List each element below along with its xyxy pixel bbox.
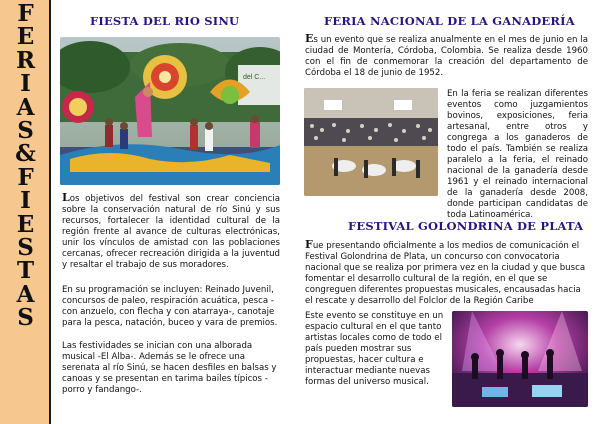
sinu-paragraph-2: En su programación se incluyen: Reinado Juvenil, concursos de paleo, respiración acuática, pesca - con anzuelo, con flecha y con atarraya-, canotaje para la pesca, natación, buceo y vara de premios. [62, 285, 278, 328]
ganaderia-paragraph-2: En la feria se realizan diferentes eventos como juzgamientos bovinos, exposiciones, feria artesanal, entre otros y congrega a los ganaderos de todo el país. También se realiza paralelo a la feria, el reinado nacional de la ganadería desde 1961 y el reinado internacional de la ganadería desde 2008, donde participan candidatas de toda Latinoamérica. [447, 89, 588, 220]
sinu-paragraph-1-text: os objetivos del festival son crear conciencia sobre la conservación natural de río Sinú y sus recursos, fortalecer la identidad cultural de la región frente al avance de culturas electrónicas, unir los vínculos de amistad con las poblaciones cercanas, ofrecer recreación dirigida a la juventud y resaltar el trabajo de sus moradores. [62, 194, 280, 270]
sidebar-letter: F [17, 0, 34, 27]
sidebar-letter: R [15, 46, 36, 74]
sidebar-letter: E [16, 23, 35, 51]
ganaderia-paragraph-1-text: s un evento que se realiza anualmente en el mes de junio en la ciudad de Montería, Córdoba, Colombia. Se realiza desde 1960 con el fin de conmemorar la creación del departamento de Córdoba el 18 de junio de 1952. [305, 35, 588, 78]
golondrina-title: FESTIVAL GOLONDRINA DE PLATA [348, 219, 584, 233]
banner-sign-text: del C... [243, 74, 266, 81]
sinu-parade-photo [60, 37, 280, 185]
drop-cap: F [305, 238, 313, 251]
ganaderia-cattle-photo [304, 88, 438, 196]
sidebar-letter: S [17, 233, 34, 261]
sinu-parade-image [60, 37, 280, 185]
sinu-paragraph-1 [62, 192, 280, 271]
golondrina-stage-image [452, 311, 588, 407]
golondrina-paragraph-2: Este evento se constituye en un espacio cultural en el que tanto artistas locales como de todo el país pueden mostrar sus propuestas, hacer cultura e interactuar mediante nuevas formas del universo musical. [305, 311, 444, 387]
golondrina-paragraph-1 [305, 239, 588, 307]
sidebar-letter: & [15, 140, 36, 168]
sinu-title: FIESTA DEL RIO SINU [90, 14, 240, 28]
sidebar-letter: A [16, 93, 35, 121]
sidebar-letter: S [17, 116, 34, 144]
drop-cap: E [305, 32, 314, 45]
golondrina-paragraph-1-text: ue presentando oficialmente a los medios de comunicación el Festival Golondrina de Plata, un concurso con convocatoria nacional que se realiza por primera vez en la ciudad y que busca fomentar el desarrollo cultural de la región, en el que se congreguen diferentes propuestas musicales, encausadas hacia el rescate y desarrollo del Folclor de la Región Caribe [305, 241, 586, 306]
ganaderia-title: FERIA NACIONAL DE LA GANADERÍA [324, 14, 575, 28]
sidebar-letter: S [17, 304, 34, 332]
sidebar-letter: T [16, 257, 35, 285]
sidebar-letter: I [20, 187, 31, 215]
sidebar-letter: A [16, 280, 35, 308]
sidebar-letter: E [16, 210, 35, 238]
sidebar-banner [0, 0, 51, 424]
drop-cap: L [62, 191, 70, 204]
ganaderia-arena-image [304, 88, 438, 196]
golondrina-concert-photo [452, 311, 588, 407]
sidebar-letter: I [20, 70, 31, 98]
ganaderia-paragraph-1 [305, 33, 588, 79]
sidebar-letter: F [17, 163, 34, 191]
sidebar-letters [0, 0, 51, 332]
sinu-paragraph-3: Las festividades se inician con una alborada musical -El Alba-. Además se le ofrece una serenata al río Sinú, se hacen desfiles en balsas y canoas y se presentan en tarima bailes típicos -porro y fandango-. [62, 341, 277, 395]
